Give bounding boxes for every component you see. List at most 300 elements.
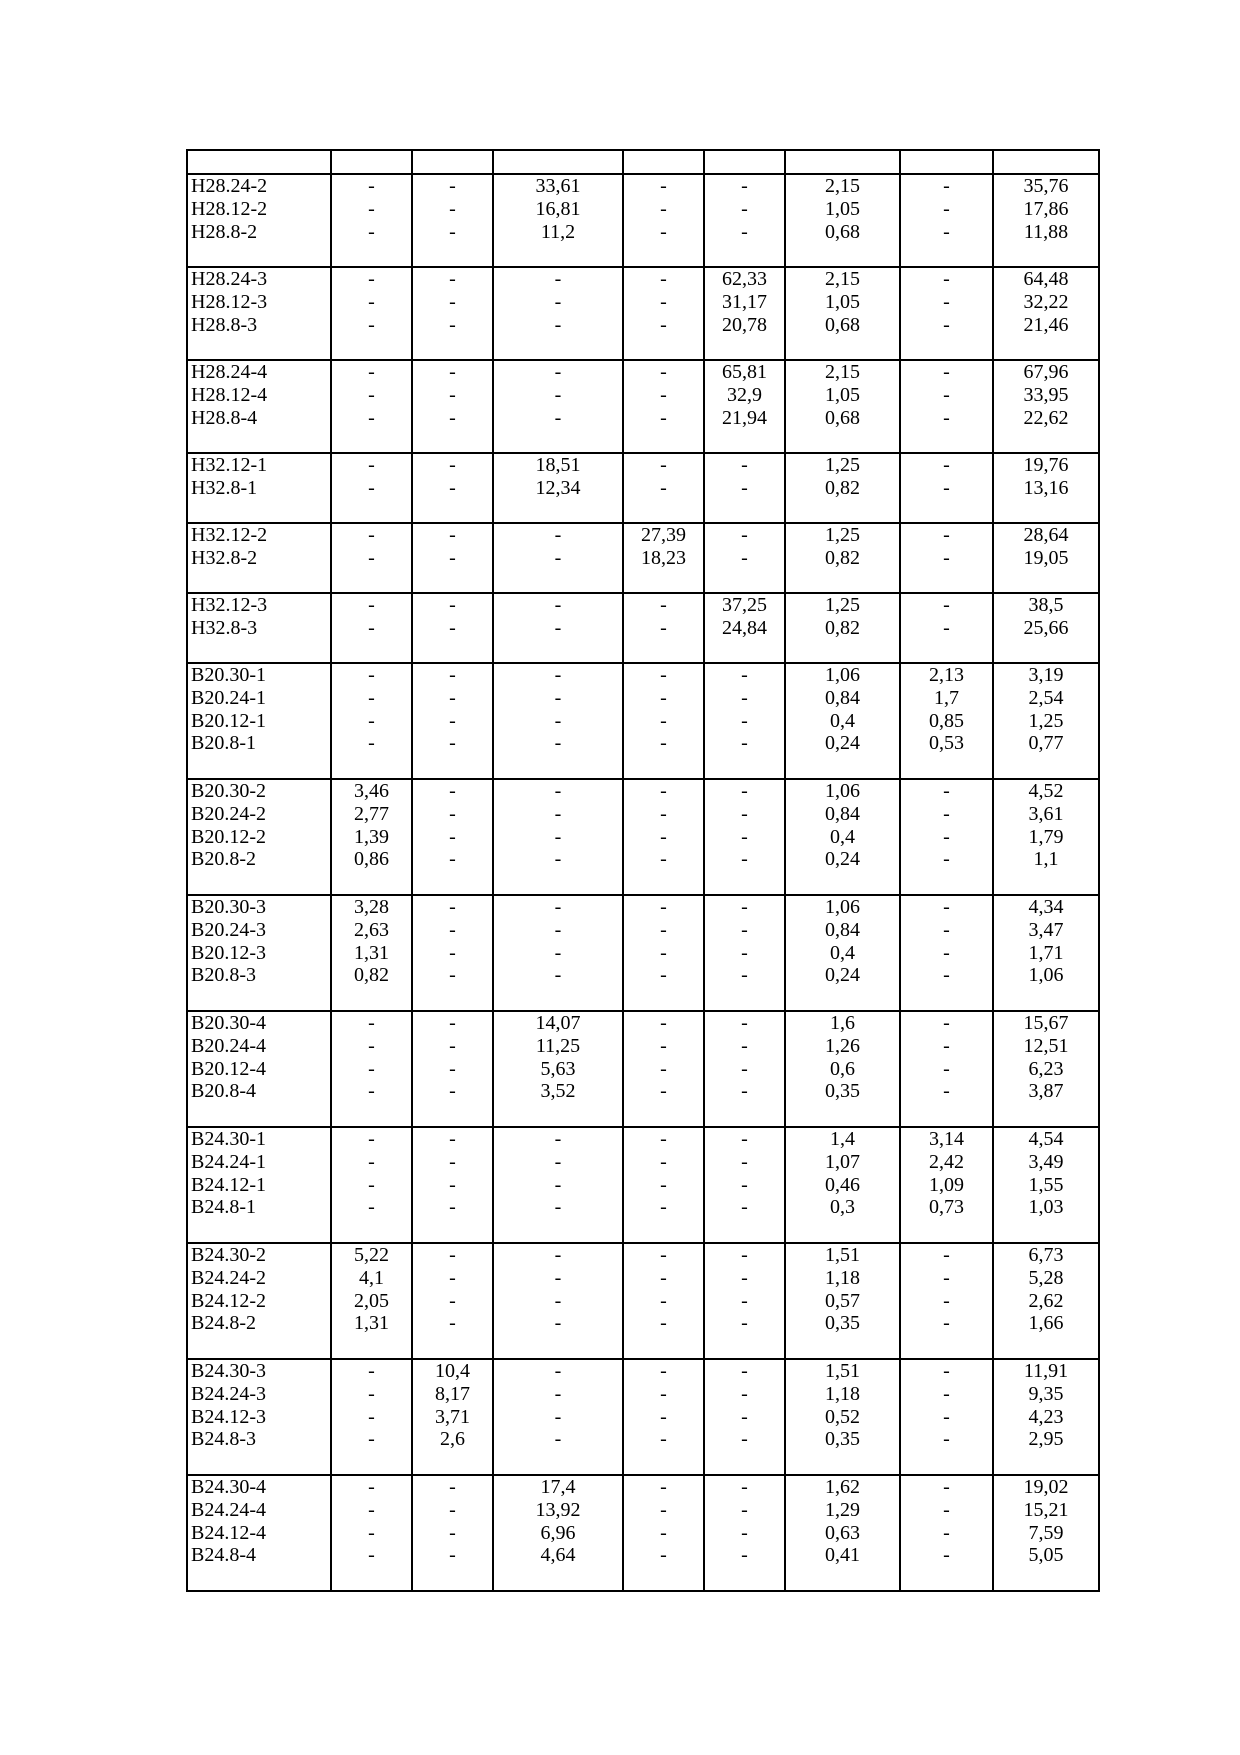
cell-value: -	[368, 197, 375, 220]
cell-value: -	[943, 1080, 950, 1103]
cell-value: 22,62	[1023, 406, 1069, 429]
cell-value: 0,84	[825, 802, 860, 825]
value-cell	[993, 267, 1099, 360]
cell-value: -	[368, 383, 375, 406]
cell-value: -	[554, 1312, 562, 1335]
mark-label: В24.12-2	[191, 1289, 266, 1312]
cell-value: -	[741, 1012, 748, 1034]
cell-value: 1,18	[825, 1382, 860, 1405]
cell-value: -	[449, 1128, 456, 1150]
mark-label: В24.8-4	[191, 1544, 256, 1567]
cell-value: -	[554, 709, 562, 732]
value-cell	[993, 1011, 1099, 1127]
cell-value: -	[368, 175, 375, 197]
cell-value: -	[943, 848, 950, 871]
cell-value: -	[741, 1173, 748, 1196]
value-cell	[623, 895, 704, 1011]
mark-label: Н28.24-4	[191, 361, 268, 383]
cell-value: 0,46	[825, 1173, 860, 1196]
value-cell	[412, 267, 493, 360]
mark-label: В20.12-4	[191, 1057, 266, 1080]
value-cell	[331, 663, 412, 779]
cell-value: -	[368, 268, 375, 290]
mark-label: Н28.8-4	[191, 406, 258, 429]
cell-value: 62,33	[722, 268, 767, 290]
cell-value: 1,7	[934, 686, 959, 709]
value-cell	[993, 523, 1099, 593]
cell-value: 27,39	[641, 524, 686, 546]
cell-value: 19,05	[1023, 546, 1069, 569]
cell-value: -	[660, 1034, 667, 1057]
cell-value: 18,51	[535, 454, 581, 476]
cell-value: -	[449, 406, 456, 429]
cell-value: 1,09	[929, 1173, 964, 1196]
value-cell	[704, 663, 785, 779]
cell-value: 1,66	[1028, 1312, 1064, 1335]
cell-value: 2,15	[825, 268, 860, 290]
cell-value: 15,67	[1023, 1012, 1069, 1034]
cell-value: 0,6	[830, 1057, 855, 1080]
cell-value: 4,1	[359, 1266, 384, 1289]
cell-value: -	[449, 1034, 456, 1057]
cell-value: 0,35	[825, 1312, 860, 1335]
mark-cell	[187, 523, 331, 593]
cell-value: -	[741, 1128, 748, 1150]
cell-value: 1,1	[1033, 848, 1059, 871]
header-cell	[412, 150, 493, 174]
cell-value: 33,95	[1023, 383, 1069, 406]
value-cell	[900, 593, 993, 663]
value-cell	[704, 779, 785, 895]
cell-value: 1,25	[825, 454, 860, 476]
cell-value: 6,23	[1028, 1057, 1064, 1080]
mark-label: Н32.12-1	[191, 454, 268, 476]
cell-value: -	[449, 1080, 456, 1103]
value-cell	[412, 1243, 493, 1359]
cell-value: -	[741, 964, 748, 987]
cell-value: -	[660, 1544, 667, 1567]
mark-cell	[187, 779, 331, 895]
value-cell	[493, 593, 623, 663]
cell-value: -	[449, 594, 456, 616]
value-cell	[331, 593, 412, 663]
cell-value: -	[943, 594, 950, 616]
cell-value: 0,73	[929, 1196, 964, 1219]
cell-value: 0,68	[825, 406, 860, 429]
mark-cell	[187, 453, 331, 523]
value-cell	[900, 267, 993, 360]
cell-value: -	[741, 732, 748, 755]
value-cell	[785, 779, 900, 895]
mark-label: В20.12-2	[191, 825, 266, 848]
cell-value: -	[554, 1244, 562, 1266]
cell-value: -	[660, 1057, 667, 1080]
cell-value: -	[554, 1150, 562, 1173]
value-cell	[900, 895, 993, 1011]
cell-value: -	[554, 732, 562, 755]
value-cell	[900, 360, 993, 453]
cell-value: -	[943, 1498, 950, 1521]
header-cell	[623, 150, 704, 174]
cell-value: -	[660, 616, 667, 639]
cell-value: -	[449, 1312, 456, 1335]
cell-value: -	[660, 1150, 667, 1173]
cell-value: -	[943, 1360, 950, 1382]
cell-value: 1,79	[1028, 825, 1064, 848]
cell-value: 1,06	[825, 664, 860, 686]
cell-value: -	[554, 406, 562, 429]
cell-value: -	[741, 524, 748, 546]
cell-value: 2,13	[929, 664, 964, 686]
cell-value: -	[660, 361, 667, 383]
cell-value: -	[368, 1150, 375, 1173]
cell-value: -	[368, 1428, 375, 1451]
mark-label: В20.24-1	[191, 686, 266, 709]
cell-value: -	[943, 1244, 950, 1266]
cell-value: -	[741, 918, 748, 941]
cell-value: 1,25	[825, 594, 860, 616]
cell-value: 1,62	[825, 1476, 860, 1498]
cell-value: 0,82	[825, 476, 860, 499]
cell-value: 17,86	[1023, 197, 1069, 220]
cell-value: -	[368, 454, 375, 476]
cell-value: -	[741, 175, 748, 197]
cell-value: 1,18	[825, 1266, 860, 1289]
cell-value: 0,4	[830, 709, 855, 732]
cell-value: 5,22	[354, 1244, 389, 1266]
mark-label: Н28.12-4	[191, 383, 268, 406]
value-cell	[412, 663, 493, 779]
mark-label: В20.12-1	[191, 709, 266, 732]
header-cell	[331, 150, 412, 174]
cell-value: -	[660, 313, 667, 336]
header-cell	[993, 150, 1099, 174]
cell-value: -	[449, 1150, 456, 1173]
cell-value: 15,21	[1023, 1498, 1069, 1521]
cell-value: -	[660, 709, 667, 732]
value-cell	[785, 1475, 900, 1591]
cell-value: -	[449, 1244, 456, 1266]
cell-value: -	[660, 220, 667, 243]
cell-value: -	[449, 964, 456, 987]
cell-value: -	[943, 896, 950, 918]
cell-value: -	[741, 220, 748, 243]
value-cell	[704, 1243, 785, 1359]
cell-value: -	[660, 1266, 667, 1289]
mark-cell	[187, 663, 331, 779]
cell-value: -	[660, 732, 667, 755]
cell-value: 0,77	[1028, 732, 1064, 755]
cell-value: -	[368, 664, 375, 686]
mark-label: В24.30-3	[191, 1360, 266, 1382]
mark-label: Н32.12-3	[191, 594, 268, 616]
cell-value: -	[449, 664, 456, 686]
value-cell	[785, 1359, 900, 1475]
value-cell	[785, 1127, 900, 1243]
row-group	[187, 267, 1099, 360]
cell-value: 1,06	[825, 896, 860, 918]
mark-label: Н28.12-2	[191, 197, 268, 220]
cell-value: -	[943, 313, 950, 336]
cell-value: 0,41	[825, 1544, 860, 1567]
cell-value: -	[741, 1266, 748, 1289]
value-cell	[412, 895, 493, 1011]
cell-value: 0,35	[825, 1080, 860, 1103]
cell-value: -	[554, 1173, 562, 1196]
cell-value: -	[449, 197, 456, 220]
value-cell	[704, 895, 785, 1011]
value-cell	[412, 1127, 493, 1243]
cell-value: -	[660, 268, 667, 290]
value-cell	[785, 267, 900, 360]
row-group	[187, 360, 1099, 453]
cell-value: -	[368, 313, 375, 336]
row-group	[187, 1127, 1099, 1243]
cell-value: -	[449, 780, 456, 802]
cell-value: 11,88	[1023, 220, 1069, 243]
cell-value: -	[449, 825, 456, 848]
mark-label: Н28.8-2	[191, 220, 258, 243]
cell-value: -	[660, 1128, 667, 1150]
cell-value: 0,53	[929, 732, 964, 755]
value-cell	[704, 360, 785, 453]
header-row	[187, 150, 1099, 174]
row-group	[187, 174, 1099, 267]
cell-value: 32,22	[1023, 290, 1069, 313]
cell-value: 11,91	[1023, 1360, 1069, 1382]
cell-value: 2,15	[825, 175, 860, 197]
cell-value: -	[368, 1382, 375, 1405]
cell-value: -	[554, 290, 562, 313]
value-cell	[900, 663, 993, 779]
cell-value: -	[449, 1498, 456, 1521]
value-cell	[493, 779, 623, 895]
cell-value: 1,06	[825, 780, 860, 802]
value-cell	[493, 1127, 623, 1243]
cell-value: 0,52	[825, 1405, 860, 1428]
mark-label: В20.8-3	[191, 964, 256, 987]
cell-value: -	[449, 290, 456, 313]
mark-cell	[187, 1011, 331, 1127]
mark-label: В24.12-4	[191, 1521, 266, 1544]
cell-value: -	[943, 383, 950, 406]
cell-value: -	[554, 1196, 562, 1219]
cell-value: 3,14	[929, 1128, 964, 1150]
cell-value: 10,4	[435, 1360, 470, 1382]
cell-value: -	[741, 1034, 748, 1057]
cell-value: 1,05	[825, 290, 860, 313]
value-cell	[412, 523, 493, 593]
cell-value: -	[741, 1405, 748, 1428]
cell-value: -	[368, 732, 375, 755]
value-cell	[900, 1127, 993, 1243]
value-cell	[493, 1011, 623, 1127]
cell-value: -	[449, 175, 456, 197]
cell-value: 1,25	[1028, 709, 1064, 732]
value-cell	[623, 1127, 704, 1243]
cell-value: 1,03	[1028, 1196, 1064, 1219]
cell-value: -	[660, 802, 667, 825]
cell-value: 3,61	[1028, 802, 1064, 825]
cell-value: 2,77	[354, 802, 389, 825]
mark-label: Н32.12-2	[191, 524, 268, 546]
cell-value: 1,71	[1028, 941, 1064, 964]
cell-value: 3,19	[1028, 664, 1064, 686]
cell-value: 1,25	[825, 524, 860, 546]
cell-value: -	[554, 664, 562, 686]
value-cell	[900, 1359, 993, 1475]
row-group	[187, 523, 1099, 593]
cell-value: -	[554, 802, 562, 825]
cell-value: -	[943, 1405, 950, 1428]
cell-value: -	[741, 825, 748, 848]
value-cell	[623, 663, 704, 779]
value-cell	[331, 174, 412, 267]
row-group	[187, 1475, 1099, 1591]
cell-value: 5,28	[1028, 1266, 1064, 1289]
mark-cell	[187, 895, 331, 1011]
cell-value: -	[449, 1266, 456, 1289]
mark-label: В20.30-4	[191, 1012, 266, 1034]
value-cell	[623, 1475, 704, 1591]
cell-value: 0,82	[354, 964, 389, 987]
cell-value: -	[368, 361, 375, 383]
mark-label: Н28.12-3	[191, 290, 268, 313]
value-cell	[623, 1243, 704, 1359]
cell-value: 33,61	[535, 175, 581, 197]
cell-value: 5,63	[540, 1057, 576, 1080]
cell-value: -	[449, 1057, 456, 1080]
value-cell	[704, 1127, 785, 1243]
value-cell	[623, 174, 704, 267]
cell-value: -	[660, 1012, 667, 1034]
cell-value: 3,52	[540, 1080, 576, 1103]
value-cell	[331, 1243, 412, 1359]
cell-value: -	[741, 941, 748, 964]
cell-value: 1,05	[825, 383, 860, 406]
cell-value: 8,17	[435, 1382, 470, 1405]
mark-label: В24.30-1	[191, 1128, 266, 1150]
mark-label: Н32.8-1	[191, 476, 258, 499]
cell-value: -	[554, 313, 562, 336]
cell-value: 7,59	[1028, 1521, 1064, 1544]
mark-label: В20.30-1	[191, 664, 266, 686]
cell-value: -	[368, 1128, 375, 1150]
value-cell	[704, 174, 785, 267]
mark-label: В20.24-4	[191, 1034, 266, 1057]
cell-value: -	[660, 780, 667, 802]
cell-value: -	[741, 896, 748, 918]
cell-value: 31,17	[722, 290, 767, 313]
cell-value: 0,3	[830, 1196, 855, 1219]
cell-value: -	[741, 1428, 748, 1451]
cell-value: -	[368, 1012, 375, 1034]
cell-value: -	[368, 546, 375, 569]
value-cell	[493, 663, 623, 779]
cell-value: -	[943, 290, 950, 313]
value-cell	[493, 1359, 623, 1475]
value-cell	[493, 523, 623, 593]
cell-value: -	[741, 802, 748, 825]
value-cell	[331, 453, 412, 523]
value-cell	[412, 593, 493, 663]
cell-value: -	[660, 1382, 667, 1405]
cell-value: 19,02	[1023, 1476, 1069, 1498]
cell-value: -	[368, 1196, 375, 1219]
cell-value: 4,52	[1028, 780, 1064, 802]
cell-value: 16,81	[535, 197, 581, 220]
cell-value: -	[660, 1521, 667, 1544]
cell-value: 4,34	[1028, 896, 1064, 918]
mark-cell	[187, 267, 331, 360]
header-cell	[493, 150, 623, 174]
cell-value: 0,63	[825, 1521, 860, 1544]
cell-value: 4,64	[540, 1544, 576, 1567]
cell-value: -	[449, 1476, 456, 1498]
cell-value: -	[741, 686, 748, 709]
cell-value: -	[660, 1312, 667, 1335]
cell-value: 1,07	[825, 1150, 860, 1173]
cell-value: -	[741, 546, 748, 569]
value-cell	[900, 453, 993, 523]
cell-value: -	[943, 802, 950, 825]
cell-value: -	[943, 1382, 950, 1405]
value-cell	[623, 360, 704, 453]
cell-value: 6,96	[540, 1521, 576, 1544]
mark-label: В24.24-4	[191, 1498, 266, 1521]
cell-value: -	[368, 594, 375, 616]
value-cell	[993, 453, 1099, 523]
cell-value: 1,39	[354, 825, 389, 848]
value-cell	[623, 267, 704, 360]
cell-value: -	[943, 197, 950, 220]
value-cell	[623, 1011, 704, 1127]
cell-value: -	[554, 1405, 562, 1428]
cell-value: -	[741, 1057, 748, 1080]
value-cell	[785, 453, 900, 523]
cell-value: -	[943, 918, 950, 941]
cell-value: -	[943, 1428, 950, 1451]
cell-value: -	[741, 1150, 748, 1173]
value-cell	[623, 593, 704, 663]
cell-value: -	[660, 594, 667, 616]
row-group	[187, 453, 1099, 523]
cell-value: -	[943, 546, 950, 569]
cell-value: 0,68	[825, 220, 860, 243]
mark-cell	[187, 174, 331, 267]
cell-value: 64,48	[1023, 268, 1069, 290]
cell-value: 1,31	[354, 941, 389, 964]
cell-value: 5,05	[1028, 1544, 1064, 1567]
row-group	[187, 663, 1099, 779]
value-cell	[785, 360, 900, 453]
mark-cell	[187, 1475, 331, 1591]
cell-value: -	[943, 616, 950, 639]
cell-value: 0,86	[354, 848, 389, 871]
cell-value: -	[368, 220, 375, 243]
value-cell	[331, 523, 412, 593]
cell-value: 4,23	[1028, 1405, 1064, 1428]
cell-value: -	[554, 1360, 562, 1382]
mark-label: Н28.24-2	[191, 175, 268, 197]
cell-value: -	[741, 1360, 748, 1382]
cell-value: -	[449, 524, 456, 546]
mark-label: В20.24-2	[191, 802, 266, 825]
cell-value: -	[660, 290, 667, 313]
value-cell	[331, 1127, 412, 1243]
cell-value: -	[943, 476, 950, 499]
value-cell	[412, 1475, 493, 1591]
